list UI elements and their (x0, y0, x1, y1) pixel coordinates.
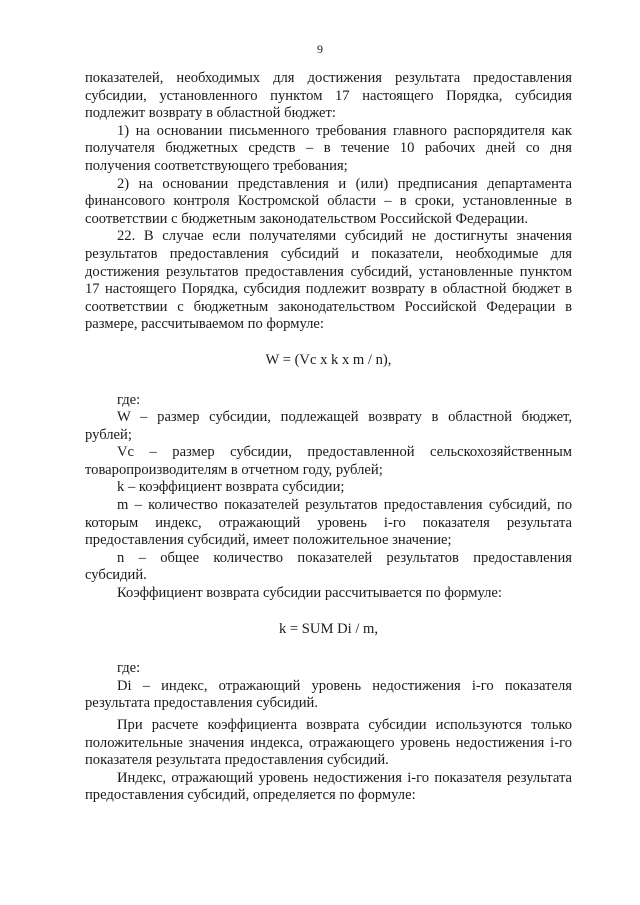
definition-di: Di – индекс, отражающий уровень недостижения i-го показателя результата предоставления субсидий. (85, 677, 572, 712)
closing-paragraph-1: При расчете коэффициента возврата субсидии используются только положительные значения индекса, отражающего уровень недостижения i-го показателя результата предоставления субсидий. (85, 717, 572, 769)
definition-k: k – коэффициент возврата субсидии; (117, 479, 345, 496)
formula-w: W = (Vc x k x m / n), (265, 351, 392, 368)
paragraph-continuation: показателей, необходимых для достижения результата предоставления субсидии, установленного пунктом 17 настоящего Порядка, субсидия подлежит возврату в областной бюджет: (85, 70, 572, 122)
page-number: 9 (317, 42, 323, 56)
paragraph-22: 22. В случае если получателями субсидий не достигнуты значения результатов предоставления субсидий и показатели, необходимые для достижения результатов предоставления субсидий, установленные пунктом 17 настоящего Порядка, субсидия подлежит возврату в областной бюджет в соответствии с бюджетным законодательством Российской Федерации в размере, рассчитываемом по формуле: (85, 228, 572, 333)
definition-n: n – общее количество показателей результатов предоставления субсидий. (85, 549, 572, 584)
paragraph-item-1: 1) на основании письменного требования главного распорядителя как получателя бюджетных средств – в течение 10 рабочих дней со дня получения соответствующего требования; (85, 122, 572, 174)
definition-w: W – размер субсидии, подлежащей возврату в областной бюджет, рублей; (85, 409, 572, 443)
definition-vc: Vc – размер субсидии, предоставленной сельскохозяйственным товаропроизводителям в отчетном году, рублей; (85, 444, 572, 478)
document-body (85, 70, 572, 805)
where-label-1: где: (117, 391, 141, 408)
definition-m: m – количество показателей результатов предоставления субсидий, по которым индекс, отражающий уровень i-го показателя результата предоставления субсидий, имеет положительное значение; (85, 497, 572, 549)
closing-paragraph-2: Индекс, отражающий уровень недостижения i-го показателя результата предоставления субсидий, определяется по формуле: (85, 769, 572, 804)
coefficient-intro: Коэффициент возврата субсидии рассчитывается по формуле: (117, 585, 502, 602)
where-label-2: где: (117, 660, 141, 677)
paragraph-item-2: 2) на основании представления и (или) предписания департамента финансового контроля Костромской области – в сроки, установленные в соответствии с бюджетным законодательством Российской Федерации. (85, 175, 572, 227)
formula-k: k = SUM Di / m, (278, 620, 379, 637)
